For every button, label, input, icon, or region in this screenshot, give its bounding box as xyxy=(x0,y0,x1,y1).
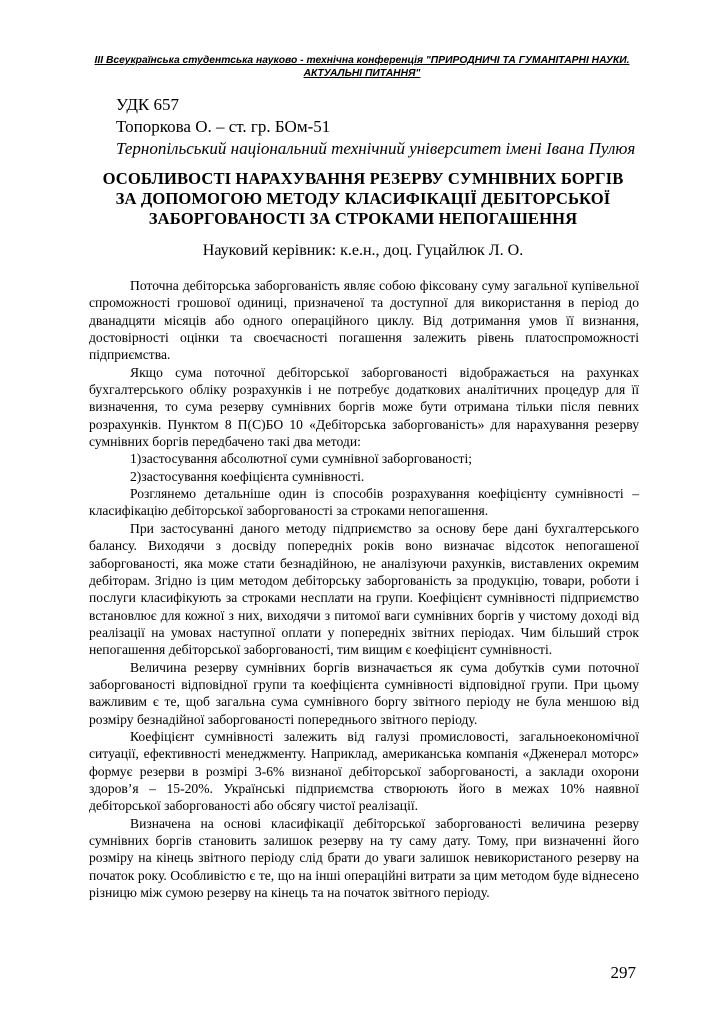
paragraph-1: Поточна дебіторська заборгованість являє собою фіксовану суму загальної купівельної спроможності грошової одиниці, призначеної та доступної для використання в період до дванадцяти місяців або одного операційного циклу. Від дотримання умов її визнання, достовірності оцінки та своєчасності погашення залежить рівень платоспроможності підприємства. xyxy=(89,278,639,363)
running-header-line-1: III Всеукраїнська студентська науково - технічна конференція "ПРИРОДНИЧІ ТА ГУМАНІТАРНІ НАУКИ. xyxy=(94,55,630,66)
list-item-2: 2)застосування коефіцієнта сумнівності. xyxy=(130,468,365,484)
title-line-2: ЗА ДОПОМОГОЮ МЕТОДУ КЛАСИФІКАЦІЇ ДЕБІТОРСЬКОЇ xyxy=(115,189,611,208)
affiliation: Тернопільський національний технічний університет імені Івана Пулюя xyxy=(116,139,636,158)
paragraph-6: Коефіцієнт сумнівності залежить від галузі промисловості, загальноекономічної ситуації, ефективності менеджменту. Наприклад, американська компанія «Дженерал моторс» формує резерви в розмірі 3-6% визнаної дебіторської заборгованості, а заклади охорони здоров’я – 15-20%. Українські підприємства створюють його в межах 10% наявної дебіторської заборгованості або обсягу чистої реалізації. xyxy=(89,728,639,814)
author-line: Топоркова О. – ст. гр. БОм-51 xyxy=(116,117,331,136)
paragraph-3: Розглянемо детальніше один із способів розрахування коефіцієнту сумнівності – класифікацію дебіторської заборгованості за строками непогашення. xyxy=(89,486,639,519)
paragraph-7: Визначена на основі класифікації дебіторської заборгованості величина резерву сумнівних боргів становить залишок резерву на ту саму дату. Тому, при визначенні його розміру на кінець звітного періоду слід брати до уваги залишок невикористаного резерву на початок року. Особливістю є те, що на інші операційні витрати за цим методом буде віднесено різницю між сумою резерву на кінець та на початок звітного періоду. xyxy=(89,815,639,901)
title-line-3: ЗАБОРГОВАНОСТІ ЗА СТРОКАМИ НЕПОГАШЕННЯ xyxy=(148,209,578,228)
scientific-supervisor: Науковий керівник: к.е.н., доц. Гуцайлюк Л. О. xyxy=(202,242,524,259)
udc-code: УДК 657 xyxy=(116,95,180,114)
paragraph-2: Якщо сума поточної дебіторської заборгованості відображається на рахунках бухгалтерського обліку розрахунків і не потребує додаткових аналітичних процедур для її визначення, то сума резерву сумнівних боргів може бути отримана тільки після певних розрахунків. Пунктом 8 П(С)БО 10 «Дебіторська заборгованість» для нарахування резерву сумнівних боргів передбачено такі два методи: xyxy=(89,364,639,450)
article-title xyxy=(90,169,636,229)
running-header xyxy=(80,54,644,80)
paragraph-4: При застосуванні даного методу підприємство за основу бере дані бухгалтерського балансу. Виходячи з досвіду попередніх років воно визначає відсоток непогашеної заборгованості, яка може стати безнадійною, не аналізуючи рахунків, виставлених окремим дебіторам. Згідно із цим методом дебіторську заборгованість за продукцію, товари, роботи і послуги класифікують за строками несплати на групи. Коефіцієнт сумнівності підприємство встановлює для кожної з них, виходячи з питомої ваги сумнівних боргів у чистому доході від реалізації на умовах наступної оплати у попередніх звітних періодах. Чим більший строк непогашення дебіторської заборгованості, тим вищим є коефіцієнт сумнівності. xyxy=(89,520,639,658)
title-line-1: ОСОБЛИВОСТІ НАРАХУВАННЯ РЕЗЕРВУ СУМНІВНИХ БОРГІВ xyxy=(102,169,624,188)
article-meta xyxy=(116,94,656,160)
page-number: 297 xyxy=(610,963,636,982)
running-header-line-2: АКТУАЛЬНІ ПИТАННЯ" xyxy=(303,68,421,79)
paragraph-5: Величина резерву сумнівних боргів визначається як сума добутків суми поточної заборгованості відповідної групи та коефіцієнта сумнівності відповідної групи. При цьому важливим є те, щоб загальна сума сумнівного боргу звітного періоду не була меншою від розміру безнадійної заборгованості попереднього звітного періоду. xyxy=(89,659,639,727)
list-item-1: 1)застосування абсолютної суми сумнівної заборгованості; xyxy=(130,451,473,467)
article-body xyxy=(89,277,639,901)
